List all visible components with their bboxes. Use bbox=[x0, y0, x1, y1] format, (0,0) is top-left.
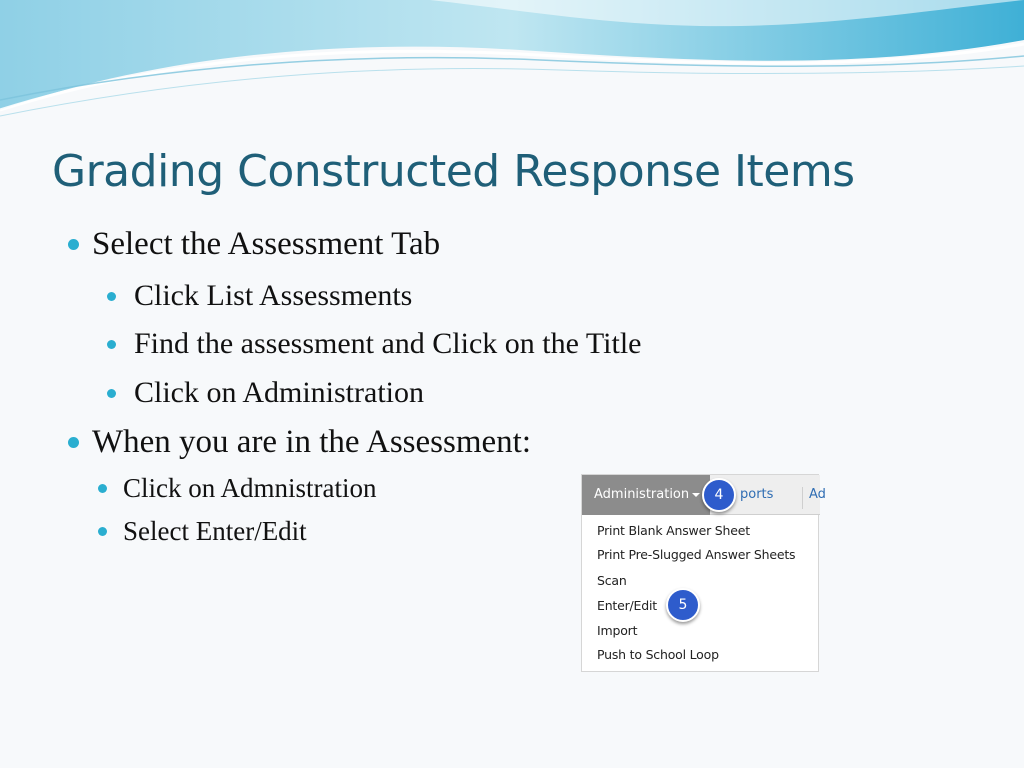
bullet-dot-icon bbox=[107, 340, 116, 349]
tab-administration-label: Administration bbox=[594, 487, 690, 502]
tab-admin-partial[interactable]: Ad bbox=[802, 487, 826, 509]
bullet-text: Find the assessment and Click on the Title bbox=[134, 327, 642, 360]
bullet-item bbox=[123, 516, 307, 547]
tab-bar bbox=[582, 475, 826, 515]
bullet-dot-icon bbox=[107, 292, 116, 301]
bullet-text: Select Enter/Edit bbox=[123, 516, 307, 546]
bullet-text: Click List Assessments bbox=[134, 279, 413, 312]
caret-down-icon bbox=[692, 493, 700, 497]
menu-item-push-to-school-loop[interactable]: Push to School Loop bbox=[597, 647, 719, 662]
step-4-badge: 4 bbox=[702, 478, 736, 512]
menu-item-print-blank-answer-sheet[interactable]: Print Blank Answer Sheet bbox=[597, 523, 750, 538]
bullet-dot-icon bbox=[68, 239, 79, 250]
bullet-dot-icon bbox=[98, 484, 107, 493]
bullet-dot-icon bbox=[68, 437, 79, 448]
bullet-dot-icon bbox=[107, 389, 116, 398]
bullet-item bbox=[134, 327, 642, 361]
bullet-text: Select the Assessment Tab bbox=[92, 226, 441, 262]
bullet-text: Click on Administration bbox=[134, 376, 424, 409]
bullet-item bbox=[123, 473, 377, 504]
bullet-dot-icon bbox=[98, 527, 107, 536]
header-wave-decoration bbox=[0, 0, 1024, 120]
step-5-badge: 5 bbox=[666, 588, 700, 622]
bullet-item bbox=[134, 376, 424, 410]
bullet-item bbox=[92, 424, 531, 461]
tab-reports[interactable]: ports bbox=[740, 487, 774, 502]
tab-administration[interactable] bbox=[582, 475, 710, 515]
bullet-text: Click on Admnistration bbox=[123, 473, 377, 503]
bullet-item bbox=[92, 226, 440, 263]
slide-title: Grading Constructed Response Items bbox=[52, 146, 855, 197]
bullet-text: When you are in the Assessment: bbox=[92, 424, 531, 460]
bullet-item bbox=[134, 279, 412, 313]
menu-item-scan[interactable]: Scan bbox=[597, 573, 627, 588]
menu-item-enter-edit[interactable]: Enter/Edit bbox=[597, 598, 657, 613]
administration-menu-screenshot bbox=[581, 474, 826, 672]
menu-item-print-pre-slugged-answer-sheets[interactable]: Print Pre-Slugged Answer Sheets bbox=[597, 547, 796, 562]
menu-item-import[interactable]: Import bbox=[597, 623, 638, 638]
